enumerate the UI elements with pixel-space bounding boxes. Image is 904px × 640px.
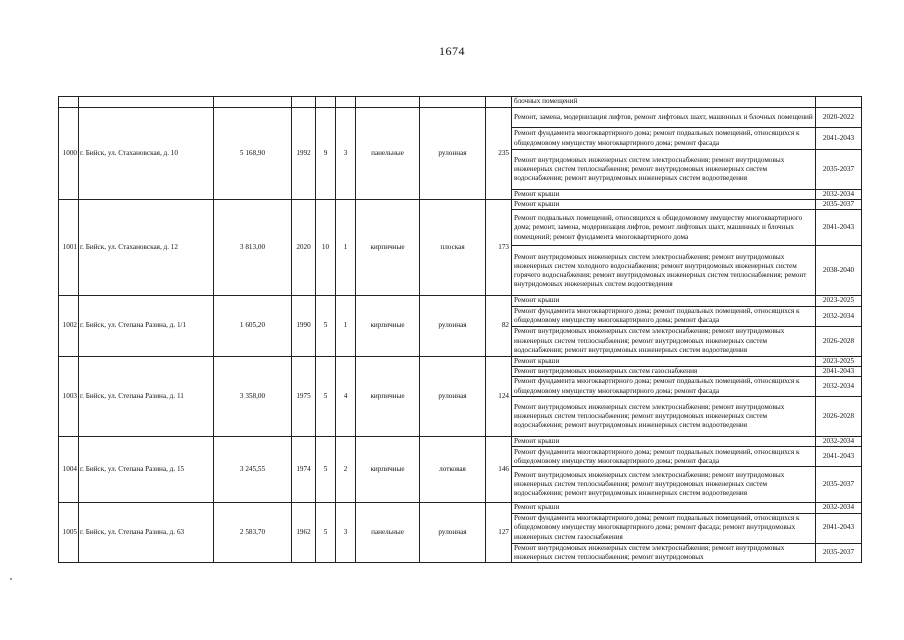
floors-count: 5 (316, 356, 336, 436)
roof-type: лотковая (420, 437, 486, 503)
work-description: Ремонт внутридомовых инженерных систем электроснабжения; ремонт внутридомовых инженерных систем теплоснабжения; ремонт внутридомовых (512, 543, 816, 562)
work-period: 2041-2043 (816, 128, 862, 150)
work-description: Ремонт фундамента многоквартирного дома; ремонт подвальных помещений, относящихся к общедомовому имуществу многоквартирного дома; ремонт фасада (512, 306, 816, 326)
floors-count: 10 (316, 200, 336, 296)
build-year: 1962 (292, 503, 316, 563)
work-description: Ремонт, замена, модернизация лифтов, ремонт лифтовых шахт, машинных и блочных помещений (512, 108, 816, 128)
work-description: Ремонт внутридомовых инженерных систем электроснабжения; ремонт внутридомовых инженерных систем теплоснабжения; ремонт внутридомовых инженерных систем водоснабжения; ремонт внутридомовых инженерных систем водоотведения (512, 397, 816, 437)
work-period: 2032-2034 (816, 503, 862, 513)
entrances-count: 2 (336, 437, 356, 503)
apartments-count: 124 (486, 356, 512, 436)
floors-count: 9 (316, 108, 336, 200)
build-year: 1992 (292, 108, 316, 200)
entrances-count: 3 (336, 503, 356, 563)
wall-material: кирпичные (356, 356, 420, 436)
building-address: г. Бийск, ул. Степана Разина, д. 15 (79, 437, 214, 503)
work-period: 2032-2034 (816, 306, 862, 326)
wall-material: панельные (356, 503, 420, 563)
work-period: 2041-2043 (816, 366, 862, 376)
work-description: Ремонт крыши (512, 190, 816, 200)
wall-material: кирпичные (356, 437, 420, 503)
work-period: 2026-2028 (816, 397, 862, 437)
work-description: Ремонт крыши (512, 296, 816, 306)
total-area: 3 358,00 (214, 356, 292, 436)
floors-count: 5 (316, 437, 336, 503)
roof-type: рулонная (420, 503, 486, 563)
work-period: 2035-2037 (816, 200, 862, 210)
work-description: Ремонт крыши (512, 503, 816, 513)
work-period: 2026-2028 (816, 326, 862, 356)
work-description: Ремонт внутридомовых инженерных систем электроснабжения; ремонт внутридомовых инженерных систем холодного водоснабжения; ремонт внутридомовых инженерных систем горячего водоснабжения; ремонт внутридомовых инженерных систем теплоснабжения; ремонт внутридомовых инженерных систем водоотведения (512, 246, 816, 296)
work-period: 2032-2034 (816, 437, 862, 447)
total-area: 3 813,00 (214, 200, 292, 296)
building-row (59, 296, 862, 306)
work-description: Ремонт фундамента многоквартирного дома; ремонт подвальных помещений, относящихся к общедомовому имуществу многоквартирного дома; ремонт фасада; ремонт внутридомовых инженерных систем газоснабжения (512, 513, 816, 543)
apartments-count: 127 (486, 503, 512, 563)
continuation-row (59, 97, 862, 108)
work-period: 2035-2037 (816, 543, 862, 562)
work-period: 2032-2034 (816, 377, 862, 397)
wall-material: панельные (356, 108, 420, 200)
building-address: г. Бийск, ул. Степана Разина, д. 11 (79, 356, 214, 436)
page-number: 1674 (439, 44, 465, 58)
total-area: 1 605,20 (214, 296, 292, 356)
building-address: г. Бийск, ул. Степана Разина, д. 1/1 (79, 296, 214, 356)
building-row (59, 108, 862, 128)
building-row (59, 356, 862, 366)
apartments-count: 146 (486, 437, 512, 503)
work-period: 2032-2034 (816, 190, 862, 200)
roof-type: плоская (420, 200, 486, 296)
building-number: 1004 (59, 437, 79, 503)
apartments-count: 235 (486, 108, 512, 200)
wall-material: кирпичные (356, 296, 420, 356)
work-description: Ремонт внутридомовых инженерных систем газоснабжения (512, 366, 816, 376)
build-year: 1990 (292, 296, 316, 356)
work-description: Ремонт крыши (512, 437, 816, 447)
work-period: 2041-2043 (816, 447, 862, 467)
work-description: Ремонт внутридомовых инженерных систем электроснабжения; ремонт внутридомовых инженерных систем теплоснабжения; ремонт внутридомовых инженерных систем водоснабжения; ремонт внутридомовых инженерных систем водоотведения (512, 150, 816, 190)
scan-speck (10, 578, 12, 580)
building-address: г. Бийск, ул. Стахановская, д. 12 (79, 200, 214, 296)
entrances-count: 1 (336, 200, 356, 296)
work-period: 2020-2022 (816, 108, 862, 128)
entrances-count: 3 (336, 108, 356, 200)
floors-count: 5 (316, 503, 336, 563)
work-description: Ремонт подвальных помещений, относящихся к общедомовому имуществу многоквартирного дома; ремонт, замена, модернизация лифтов, ремонт лифтовых шахт, машинных и блочных помещений; ремонт фундамента многоквартирного дома (512, 210, 816, 246)
work-period: 2035-2037 (816, 150, 862, 190)
building-address: г. Бийск, ул. Степана Разина, д. 63 (79, 503, 214, 563)
building-number: 1005 (59, 503, 79, 563)
work-description: Ремонт фундамента многоквартирного дома; ремонт подвальных помещений, относящихся к общедомовому имуществу многоквартирного дома; ремонт фасада (512, 447, 816, 467)
build-year: 1974 (292, 437, 316, 503)
roof-type: рулонная (420, 356, 486, 436)
work-description: Ремонт крыши (512, 356, 816, 366)
work-description: Ремонт внутридомовых инженерных систем электроснабжения; ремонт внутридомовых инженерных систем теплоснабжения; ремонт внутридомовых инженерных систем водоснабжения; ремонт внутридомовых инженерных систем водоотведения (512, 467, 816, 503)
building-row (59, 437, 862, 447)
work-period: 2023-2025 (816, 296, 862, 306)
roof-type: рулонная (420, 296, 486, 356)
roof-type: рулонная (420, 108, 486, 200)
wall-material: кирпичные (356, 200, 420, 296)
apartments-count: 173 (486, 200, 512, 296)
building-row (59, 200, 862, 210)
build-year: 2020 (292, 200, 316, 296)
apartments-count: 82 (486, 296, 512, 356)
work-description: Ремонт фундамента многоквартирного дома; ремонт подвальных помещений, относящихся к общедомовому имуществу многоквартирного дома; ремонт фасада (512, 128, 816, 150)
floors-count: 5 (316, 296, 336, 356)
work-period: 2041-2043 (816, 210, 862, 246)
work-description: Ремонт крыши (512, 200, 816, 210)
building-number: 1003 (59, 356, 79, 436)
capital-repair-table (58, 96, 862, 563)
building-number: 1000 (59, 108, 79, 200)
work-period: 2038-2040 (816, 246, 862, 296)
work-description: Ремонт фундамента многоквартирного дома; ремонт подвальных помещений, относящихся к общедомовому имуществу многоквартирного дома; ремонт фасада (512, 377, 816, 397)
work-period: 2035-2037 (816, 467, 862, 503)
entrances-count: 4 (336, 356, 356, 436)
building-number: 1002 (59, 296, 79, 356)
work-period: 2041-2043 (816, 513, 862, 543)
total-area: 3 245,55 (214, 437, 292, 503)
total-area: 5 168,90 (214, 108, 292, 200)
work-description: блочных помещений (512, 97, 816, 108)
building-row (59, 503, 862, 513)
entrances-count: 1 (336, 296, 356, 356)
total-area: 2 583,70 (214, 503, 292, 563)
work-period: 2023-2025 (816, 356, 862, 366)
building-address: г. Бийск, ул. Стахановская, д. 10 (79, 108, 214, 200)
build-year: 1975 (292, 356, 316, 436)
building-number: 1001 (59, 200, 79, 296)
work-description: Ремонт внутридомовых инженерных систем электроснабжения; ремонт внутридомовых инженерных систем теплоснабжения; ремонт внутридомовых инженерных систем водоснабжения; ремонт внутридомовых инженерных систем водоотведения (512, 326, 816, 356)
